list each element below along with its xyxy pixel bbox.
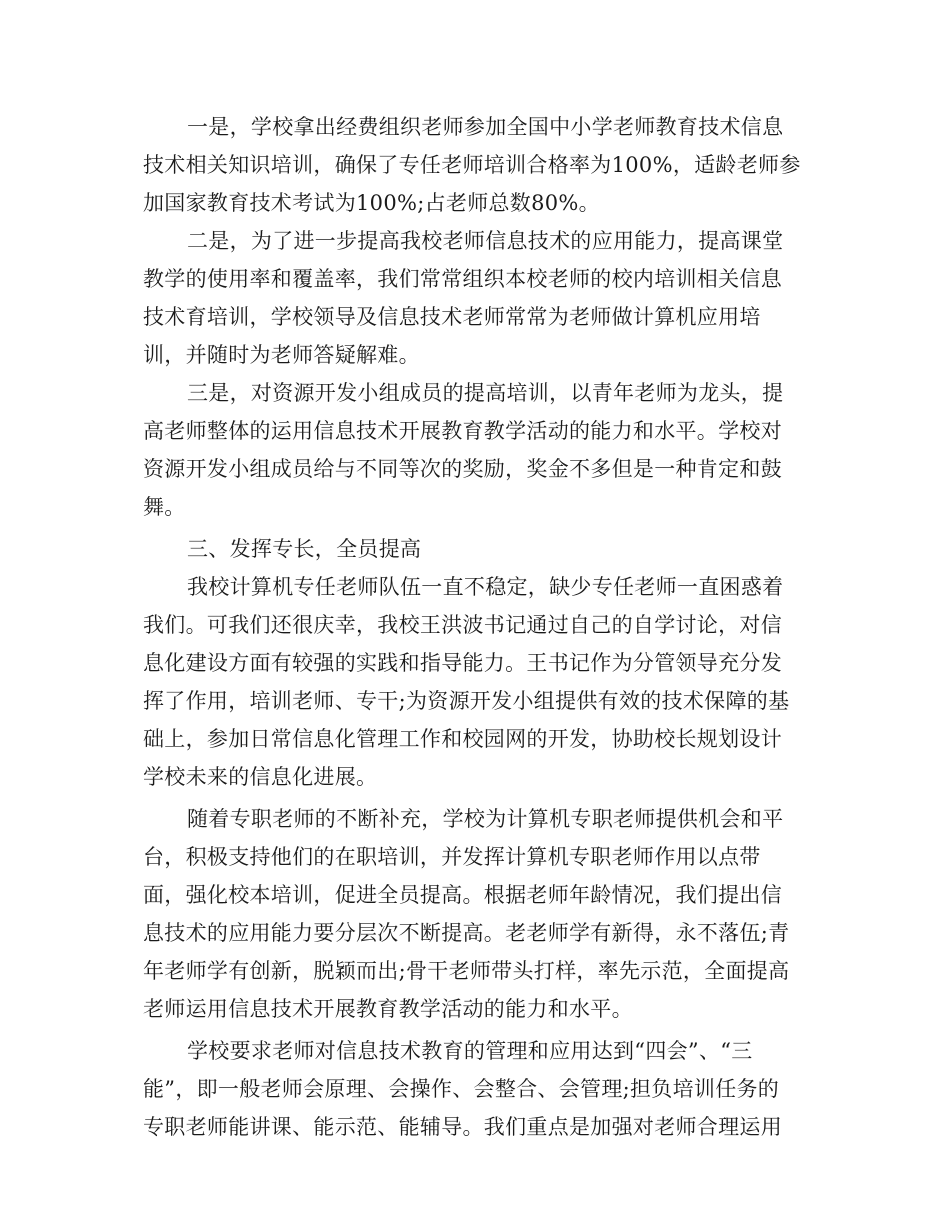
text-line: 息化建设方面有较强的实践和指导能力。王书记作为分管领导充分发 [143,651,782,675]
text-line: 教学的使用率和覆盖率，我们常常组织本校老师的校内培训相关信息 [143,267,782,291]
paragraph-5 [143,800,807,1028]
text-line: 学校要求老师对信息技术教育的管理和应用达到“四会”、“三 [187,1039,753,1063]
text-line: 三是，对资源开发小组成员的提高培训，以青年老师为龙头，提 [187,381,784,405]
paragraph-1 [143,108,807,222]
text-line: 础上，参加日常信息化管理工作和校园网的开发，协助校长规划设计 [143,727,782,751]
text-line: 舞。 [143,495,186,519]
section-heading [143,530,807,568]
text-line: 二是，为了进一步提高我校老师信息技术的应用能力，提高课堂 [187,229,784,253]
text-line: 随着专职老师的不断补充，学校为计算机专职老师提供机会和平 [187,807,784,831]
text-line: 一是，学校拿出经费组织老师参加全国中小学老师教育技术信息 [187,115,784,139]
text-line: 技术相关知识培训，确保了专任老师培训合格率为100%，适龄老师参 [143,153,801,177]
text-line: 资源开发小组成员给与不同等次的奖励，奖金不多但是一种肯定和鼓 [143,457,782,481]
text-line: 高老师整体的运用信息技术开展教育教学活动的能力和水平。学校对 [143,419,782,443]
paragraph-6 [143,1032,807,1146]
document-body [143,108,807,1146]
paragraph-3 [143,374,807,526]
text-line: 挥了作用，培训老师、专干;为资源开发小组提供有效的技术保障的基 [143,689,790,713]
text-line: 专职老师能讲课、能示范、能辅导。我们重点是加强对老师合理运用 [143,1115,782,1139]
text-line: 能”，即一般老师会原理、会操作、会整合、会管理;担负培训任务的 [143,1077,780,1101]
text-line: 老师运用信息技术开展教育教学活动的能力和水平。 [143,997,633,1021]
text-line: 我们。可我们还很庆幸，我校王洪波书记通过自己的自学讨论，对信 [143,613,782,637]
text-line: 我校计算机专任老师队伍一直不稳定，缺少专任老师一直困惑着 [187,575,784,599]
text-line: 学校未来的信息化进展。 [143,765,378,789]
text-line: 训，并随时为老师答疑解难。 [143,343,420,367]
paragraph-4 [143,568,807,796]
text-line: 面，强化校本培训，促进全员提高。根据老师年龄情况，我们提出信 [143,883,782,907]
text-line: 加国家教育技术考试为100%;占老师总数80%。 [143,191,600,215]
text-line: 年老师学有创新，脱颖而出;骨干老师带头打样，率先示范，全面提高 [143,959,790,983]
paragraph-2 [143,222,807,374]
heading-text: 三、发挥专长，全员提高 [187,537,422,561]
text-line: 息技术的应用能力要分层次不断提高。老老师学有新得，永不落伍;青 [143,921,790,945]
text-line: 台，积极支持他们的在职培训，并发挥计算机专职老师作用以点带 [143,845,761,869]
text-line: 技术育培训，学校领导及信息技术老师常常为老师做计算机应用培 [143,305,761,329]
